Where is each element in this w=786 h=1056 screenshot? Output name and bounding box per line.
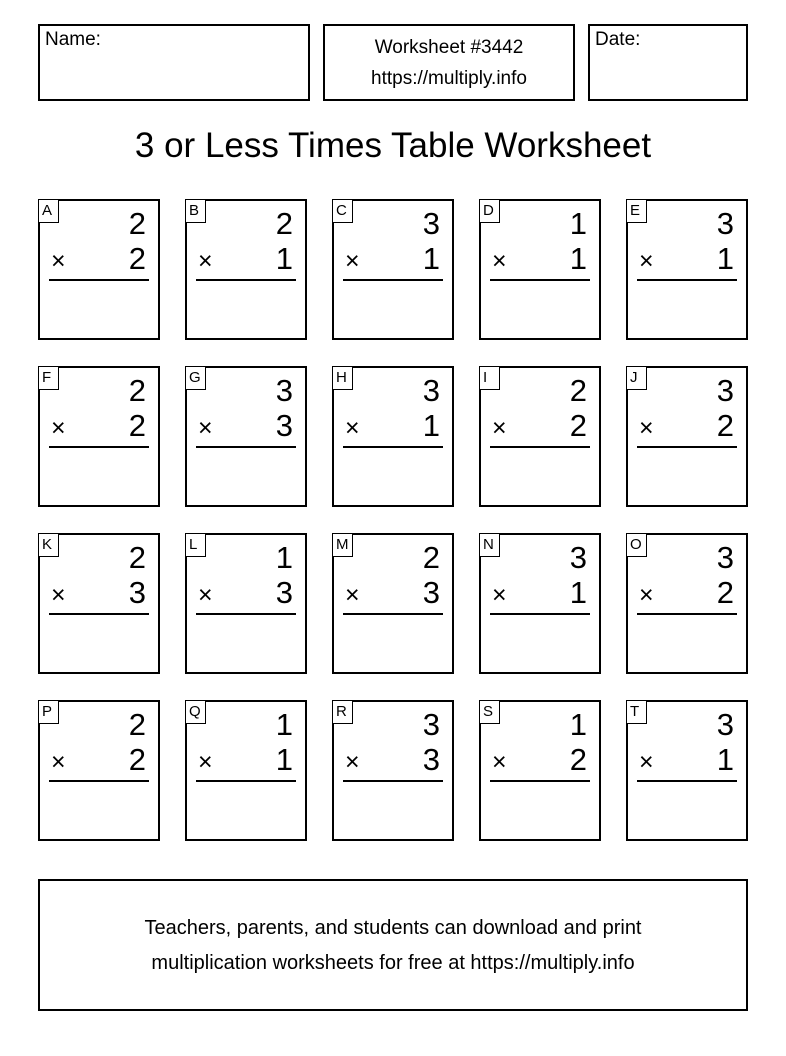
multiplicand: 2 [128,373,146,408]
worksheet-url: https://multiply.info [371,68,527,89]
multiplicand: 3 [422,707,440,742]
problem-card[interactable] [479,700,601,841]
multiplier: 1 [275,742,293,777]
multiplier: 1 [275,241,293,276]
multiplicand: 3 [716,707,734,742]
problem-card[interactable] [38,533,160,674]
problem-card[interactable] [479,366,601,507]
problem-letter: Q [185,700,206,724]
multiplicand: 3 [569,540,587,575]
multiplicand: 2 [422,540,440,575]
multiplicand: 2 [128,206,146,241]
problem-letter: D [479,199,500,223]
footer-line-2: multiplication worksheets for free at https://multiply.info [151,952,635,974]
answer-line [490,613,590,615]
answer-line [490,279,590,281]
worksheet-number: Worksheet #3442 [374,37,524,58]
multiplier: 2 [569,408,587,443]
problem-card[interactable] [479,533,601,674]
times-sign: × [639,414,654,442]
multiplier: 1 [716,742,734,777]
times-sign: × [198,748,213,776]
times-sign: × [51,414,66,442]
multiplier: 3 [422,742,440,777]
answer-line [637,780,737,782]
multiplicand: 1 [569,206,587,241]
problem-card[interactable] [626,533,748,674]
times-sign: × [492,247,507,275]
problem-card[interactable] [185,199,307,340]
multiplier: 1 [569,241,587,276]
multiplier: 1 [422,408,440,443]
multiplicand: 2 [128,707,146,742]
multiplier: 1 [422,241,440,276]
answer-line [196,780,296,782]
problem-card[interactable] [626,366,748,507]
problem-card[interactable] [38,366,160,507]
multiplicand: 1 [569,707,587,742]
times-sign: × [51,581,66,609]
times-sign: × [198,414,213,442]
multiplicand: 1 [275,540,293,575]
multiplicand: 3 [716,373,734,408]
problem-card[interactable] [185,366,307,507]
answer-line [343,279,443,281]
times-sign: × [345,748,360,776]
problem-card[interactable] [332,533,454,674]
problem-letter: C [332,199,353,223]
multiplier: 2 [128,241,146,276]
worksheet-info-box [323,24,575,101]
problem-card[interactable] [479,199,601,340]
answer-line [49,613,149,615]
problem-card[interactable] [626,199,748,340]
answer-line [343,446,443,448]
multiplier: 2 [716,575,734,610]
multiplicand: 3 [275,373,293,408]
problem-letter: A [38,199,59,223]
answer-line [343,613,443,615]
name-field-box[interactable] [38,24,310,101]
multiplicand: 3 [716,206,734,241]
problem-letter: B [185,199,206,223]
problem-card[interactable] [185,533,307,674]
problem-letter: M [332,533,353,557]
times-sign: × [345,414,360,442]
answer-line [637,446,737,448]
answer-line [49,780,149,782]
multiplicand: 1 [275,707,293,742]
problem-card[interactable] [332,199,454,340]
problem-letter: I [479,366,500,390]
multiplier: 3 [422,575,440,610]
problem-letter: K [38,533,59,557]
problem-letter: F [38,366,59,390]
problem-card[interactable] [332,700,454,841]
problem-letter: T [626,700,647,724]
problem-card[interactable] [332,366,454,507]
multiplier: 3 [275,575,293,610]
times-sign: × [198,581,213,609]
problem-letter: N [479,533,500,557]
multiplier: 2 [128,742,146,777]
page-title: 3 or Less Times Table Worksheet [134,126,652,165]
times-sign: × [51,247,66,275]
problem-letter: L [185,533,206,557]
footer-box [38,879,748,1011]
times-sign: × [51,748,66,776]
problem-letter: H [332,366,353,390]
problem-card[interactable] [185,700,307,841]
times-sign: × [639,748,654,776]
problem-letter: P [38,700,59,724]
answer-line [490,446,590,448]
times-sign: × [639,581,654,609]
answer-line [490,780,590,782]
times-sign: × [198,247,213,275]
multiplicand: 2 [569,373,587,408]
times-sign: × [639,247,654,275]
answer-line [49,446,149,448]
problem-letter: E [626,199,647,223]
multiplier: 2 [569,742,587,777]
times-sign: × [492,414,507,442]
multiplicand: 3 [716,540,734,575]
times-sign: × [492,581,507,609]
times-sign: × [492,748,507,776]
footer-line-1: Teachers, parents, and students can download and print [144,917,642,939]
date-label: Date: [595,29,641,50]
problem-letter: S [479,700,500,724]
multiplicand: 3 [422,206,440,241]
answer-line [49,279,149,281]
multiplicand: 2 [275,206,293,241]
problem-card[interactable] [38,700,160,841]
problem-letter: J [626,366,647,390]
name-label: Name: [45,29,101,50]
times-sign: × [345,247,360,275]
answer-line [637,613,737,615]
multiplicand: 2 [128,540,146,575]
multiplier: 2 [128,408,146,443]
multiplier: 3 [275,408,293,443]
problem-letter: R [332,700,353,724]
date-field-box[interactable] [588,24,748,101]
answer-line [637,279,737,281]
times-sign: × [345,581,360,609]
answer-line [196,613,296,615]
problem-letter: G [185,366,206,390]
answer-line [196,279,296,281]
multiplier: 1 [716,241,734,276]
answer-line [343,780,443,782]
multiplicand: 3 [422,373,440,408]
multiplier: 2 [716,408,734,443]
multiplier: 1 [569,575,587,610]
answer-line [196,446,296,448]
problem-card[interactable] [626,700,748,841]
problem-card[interactable] [38,199,160,340]
multiplier: 3 [128,575,146,610]
problem-letter: O [626,533,647,557]
